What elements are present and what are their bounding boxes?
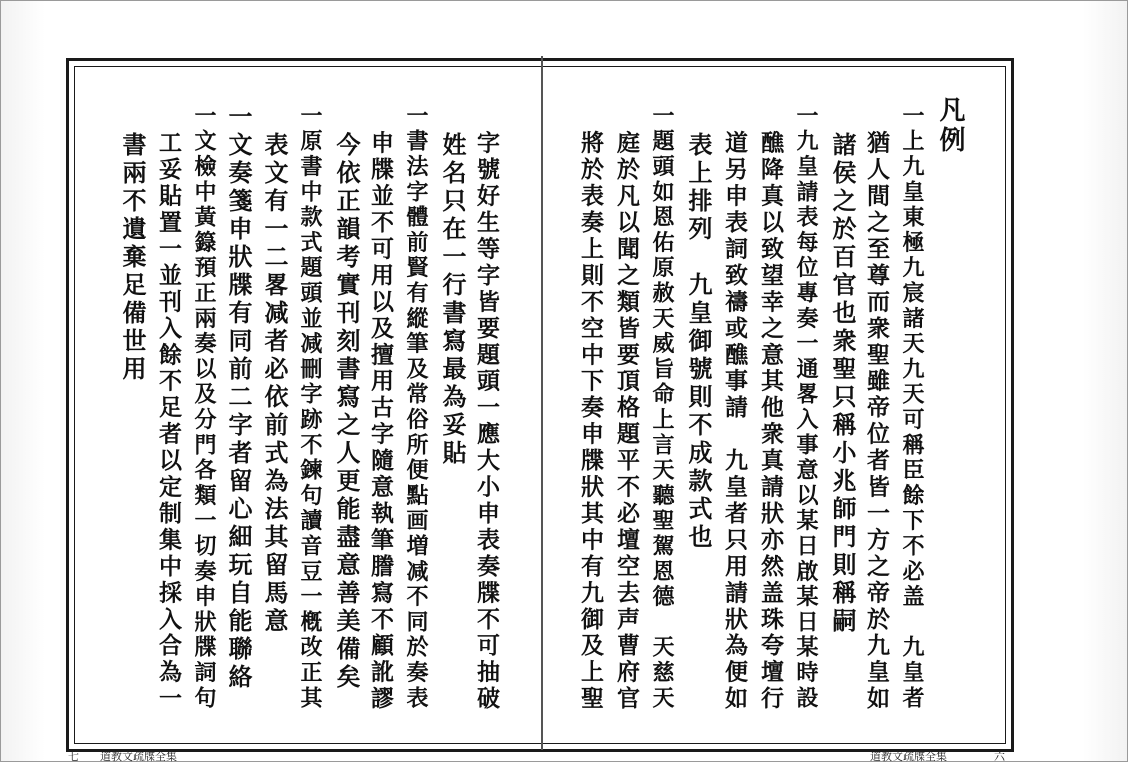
text-column: 一文奏箋申狀牒有同前二字者留心細玩自能聯絡 [224,104,253,692]
text-column: 道另申表詞致禱或醮事請 九皇者只用請狀為便如 [721,104,748,713]
text-column: 申牒並不可用以及擅用古字隨意執筆謄寫不顧訛謬 [367,104,394,713]
text-column: 一上九皇東極九宸諸天九天可稱臣餘下不必盖 九皇者 [899,104,925,712]
text-column: 一原書中款式題頭並减刪字跡不鍊句讀音豆一槪改正其 [297,104,323,712]
text-column: 書兩不遺棄足備世用 [118,104,147,384]
text-column: 一題頭如恩佑原赦天威旨命上言天聽聖駕恩德 天慈天 [649,104,675,712]
text-column: 一九皇請表每位專奏一通畧入事意以某日啟某日某時設 [793,104,819,712]
text-column: 諸侯之於百官也衆聖只稱小兆師門則稱嗣 [828,104,857,636]
text-column: 庭於凡以聞之類皆要頂格題平不必壇空去声曹府官 [613,104,640,713]
left-page-number: 七 [68,750,79,763]
section-title: 凡例 [935,96,965,156]
text-column: 表文有一二畧减者必依前式為法其留馬意 [260,104,289,636]
text-column: 一文檢中黃籙預正兩奏以及分門各類一切奏申狀牒詞句 [191,104,217,712]
text-column: 猶人間之至尊而衆聖雖帝位者皆一方之帝於九皇如 [863,104,890,713]
book-spine [541,56,543,750]
text-column: 今依正韻考實刊刻書寫之人更能盡意善美備矣 [332,104,361,692]
text-column: 醮降真以致望幸之意其他衆真請狀亦然盖珠夸壇行 [757,104,784,713]
text-column: 姓名只在一行書寫最為妥貼 [438,104,467,468]
text-column: 表上排列 九皇御號則不成款式也 [684,104,713,552]
text-column: 將於表奏上則不空中下奏申牒狀其中有九御及上聖 [577,104,604,713]
text-column: 一書法字體前賢有縱筆及常俗所便點画増减不同於奏表 [403,104,429,712]
right-page-number: 六 [994,750,1005,763]
text-column: 工妥貼置一並刊入餘不足者以定制集中採入合為一 [155,104,182,713]
left-book-title: 道教文疏牒全集 [100,750,177,763]
text-column: 字號好生等字皆要題頭一應大小申表奏牒不可抽破 [473,104,500,713]
right-book-title: 道教文疏牒全集 [870,750,947,763]
